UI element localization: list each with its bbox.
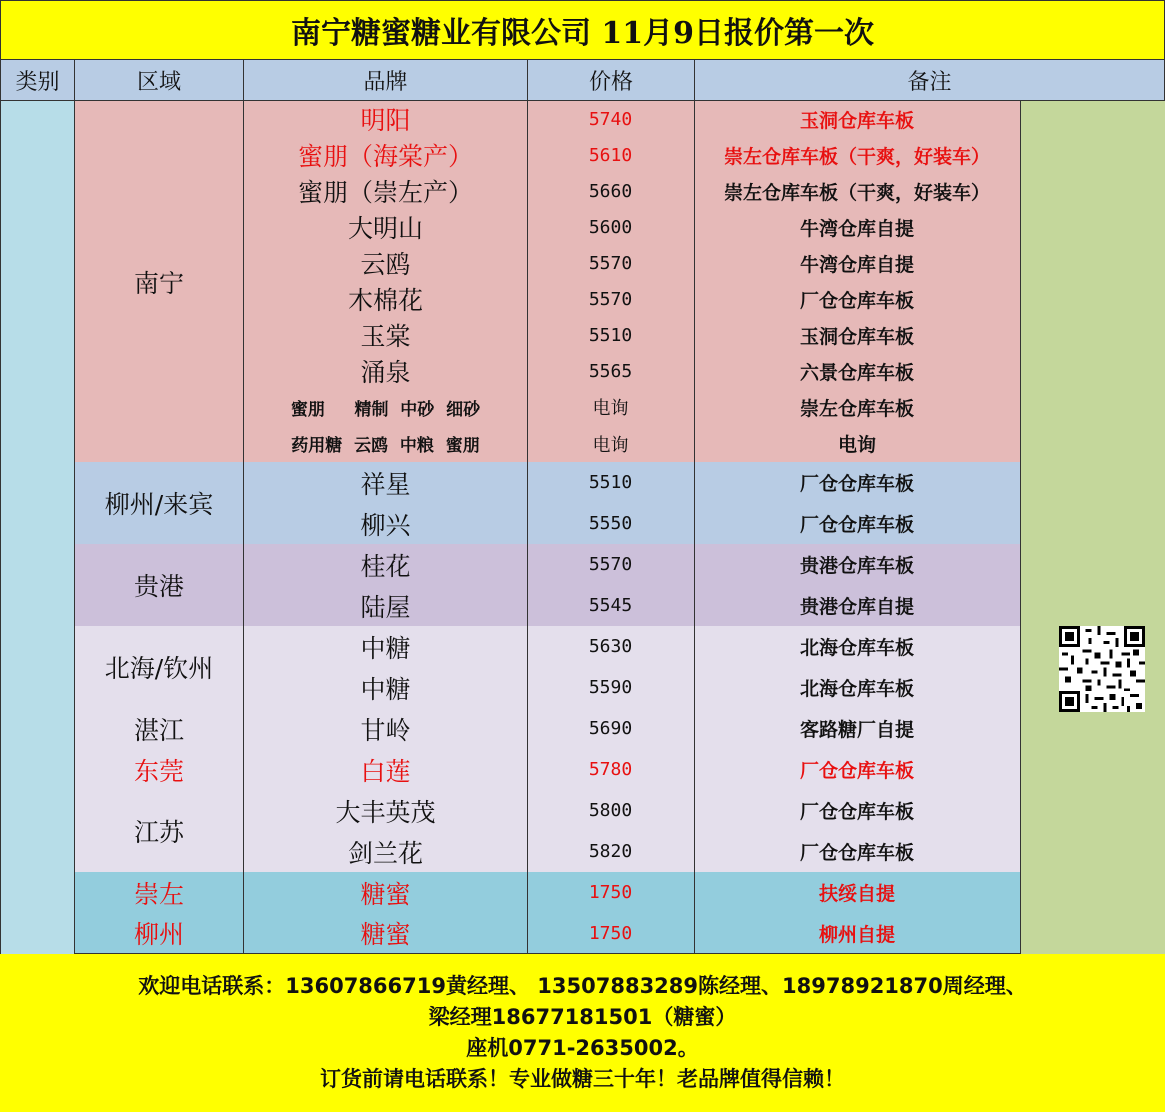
header-category: 类别: [0, 59, 75, 101]
table-row: [243, 544, 1021, 586]
note-cell: 牛湾仓库自提: [694, 245, 1021, 282]
table-row: [243, 913, 1021, 954]
table-row: [243, 389, 1021, 426]
note-cell: 玉洞仓库车板: [694, 101, 1021, 138]
price-cell: 5610: [527, 137, 695, 174]
note-cell: 厂仓仓库车板: [694, 831, 1021, 873]
price-cell: 5780: [527, 749, 695, 791]
price-cell: 5740: [527, 101, 695, 138]
note-cell: 电询: [694, 425, 1021, 463]
footer-line-slogan: 订货前请电话联系！专业做糖三十年！老品牌值得信赖！: [320, 1067, 845, 1091]
qr-code-icon: [1059, 626, 1145, 712]
brand-cell: 柳兴: [243, 503, 528, 545]
region-liuzhou: 柳州: [74, 913, 244, 954]
brand-cell: 木棉花: [243, 281, 528, 318]
header-note: 备注: [694, 59, 1165, 101]
region-guigang: 贵港: [74, 544, 244, 627]
brand-cell: 涌泉: [243, 353, 528, 390]
header-region: 区域: [74, 59, 244, 101]
price-cell: 5590: [527, 667, 695, 709]
brand-cell: 蜜朋（崇左产）: [243, 173, 528, 210]
note-cell: 扶绥自提: [694, 872, 1021, 914]
footer-line-phones: 欢迎电话联系：13607866719黄经理、 13507883289陈经理、18978921870周经理、: [138, 974, 1027, 998]
brand-cell: 大明山: [243, 209, 528, 246]
note-cell: 崇左仓库车板: [694, 389, 1021, 426]
note-cell: 贵港仓库车板: [694, 544, 1021, 586]
table-row: [243, 872, 1021, 914]
table-row: [243, 585, 1021, 627]
table-row: [243, 209, 1021, 246]
price-cell: 5630: [527, 626, 695, 668]
region-chongzuo: 崇左: [74, 872, 244, 914]
table-row: [243, 137, 1021, 174]
price-cell: 5545: [527, 585, 695, 627]
price-cell: 5660: [527, 173, 695, 210]
table-row: [243, 281, 1021, 318]
brand-cell: 剑兰花: [243, 831, 528, 873]
note-cell: 厂仓仓库车板: [694, 281, 1021, 318]
region-jiangsu: 江苏: [74, 790, 244, 873]
region-beihai-qinzhou: 北海/钦州: [74, 626, 244, 709]
price-cell: 5510: [527, 317, 695, 354]
note-cell: 厂仓仓库车板: [694, 749, 1021, 791]
price-cell: 5570: [527, 544, 695, 586]
page-title: 南宁糖蜜糖业有限公司 11月9日报价第一次: [0, 0, 1165, 60]
region-liuzhou-laibin: 柳州/来宾: [74, 462, 244, 545]
footer-line-landline: 座机0771-2635002。: [466, 1036, 699, 1060]
note-cell: 贵港仓库自提: [694, 585, 1021, 627]
table-row: [243, 790, 1021, 832]
brand-cell: 祥星: [243, 462, 528, 504]
note-cell: 厂仓仓库车板: [694, 503, 1021, 545]
brand-cell: 玉棠: [243, 317, 528, 354]
table-row: [243, 101, 1021, 138]
table-row: [243, 173, 1021, 210]
brand-cell: 蜜朋（海棠产）: [243, 137, 528, 174]
table-row: [243, 831, 1021, 873]
table-row: [243, 667, 1021, 709]
side-panel: [1020, 101, 1165, 954]
footer-line-molasses: 梁经理18677181501（糖蜜）: [428, 1005, 737, 1029]
note-cell: 厂仓仓库车板: [694, 790, 1021, 832]
table-row: [243, 425, 1021, 463]
note-cell: 玉洞仓库车板: [694, 317, 1021, 354]
brand-cell: 蜜朋 精制 中砂 细砂: [243, 389, 528, 426]
table-header: [0, 59, 1165, 101]
table-row: [243, 708, 1021, 750]
price-cell: 1750: [527, 913, 695, 954]
note-cell: 客路糖厂自提: [694, 708, 1021, 750]
region-dongguan: 东莞: [74, 749, 244, 791]
brand-cell: 大丰英茂: [243, 790, 528, 832]
price-cell: 5690: [527, 708, 695, 750]
price-cell: 5510: [527, 462, 695, 504]
brand-cell: 中糖: [243, 667, 528, 709]
note-cell: 牛湾仓库自提: [694, 209, 1021, 246]
note-cell: 厂仓仓库车板: [694, 462, 1021, 504]
price-cell: 5565: [527, 353, 695, 390]
price-cell: 电询: [527, 389, 695, 426]
brand-cell: 糖蜜: [243, 872, 528, 914]
brand-cell: 中糖: [243, 626, 528, 668]
contact-footer: [0, 954, 1165, 1112]
brand-cell: 甘岭: [243, 708, 528, 750]
brand-cell: 陆屋: [243, 585, 528, 627]
table-row: [243, 749, 1021, 791]
table-row: [243, 626, 1021, 668]
brand-cell: 云鸥: [243, 245, 528, 282]
brand-cell: 糖蜜: [243, 913, 528, 954]
table-row: [243, 503, 1021, 545]
region-zhanjiang: 湛江: [74, 708, 244, 750]
table-row: [243, 317, 1021, 354]
header-brand: 品牌: [243, 59, 528, 101]
price-cell: 电询: [527, 425, 695, 463]
table-row: [243, 353, 1021, 390]
category-column: [0, 101, 75, 954]
price-cell: 5550: [527, 503, 695, 545]
region-nanning: 南宁: [74, 101, 244, 463]
price-cell: 5570: [527, 281, 695, 318]
note-cell: 崇左仓库车板（干爽，好装车）: [694, 137, 1021, 174]
brand-cell: 白莲: [243, 749, 528, 791]
note-cell: 北海仓库车板: [694, 626, 1021, 668]
note-cell: 柳州自提: [694, 913, 1021, 954]
price-cell: 5800: [527, 790, 695, 832]
note-cell: 六景仓库车板: [694, 353, 1021, 390]
price-cell: 5600: [527, 209, 695, 246]
brand-cell: 明阳: [243, 101, 528, 138]
table-row: [243, 462, 1021, 504]
note-cell: 北海仓库车板: [694, 667, 1021, 709]
note-cell: 崇左仓库车板（干爽，好装车）: [694, 173, 1021, 210]
table-row: [243, 245, 1021, 282]
price-cell: 1750: [527, 872, 695, 914]
brand-cell: 桂花: [243, 544, 528, 586]
brand-cell: 药用糖 云鸥 中粮 蜜朋: [243, 425, 528, 463]
price-cell: 5820: [527, 831, 695, 873]
header-price: 价格: [527, 59, 695, 101]
price-cell: 5570: [527, 245, 695, 282]
